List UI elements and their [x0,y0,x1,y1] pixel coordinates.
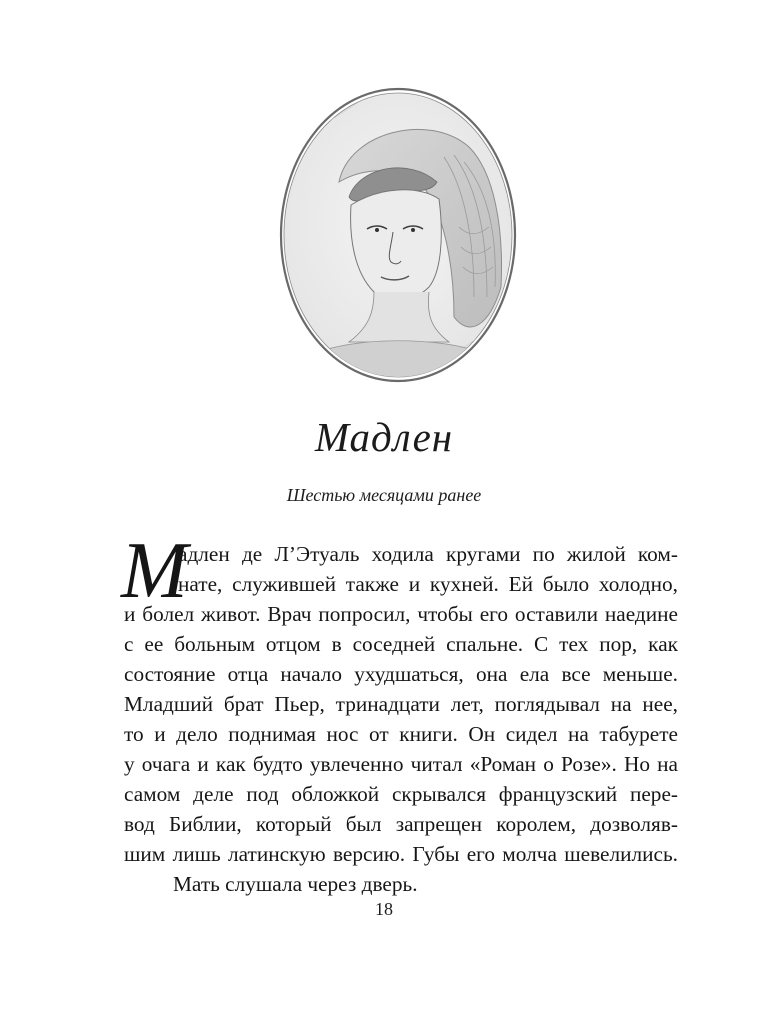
chapter-title: Мадлен [314,414,454,460]
text-line: Мать слушала через дверь. [173,872,418,896]
text-line: шим лишь латинскую версию. Губы его молча шевелились. [124,842,678,866]
drop-cap: М [121,527,188,615]
page-number: 18 [375,899,393,919]
text-line: и болел живот. Врач попросил, чтобы его оставили наедине [124,602,678,626]
text-line: состояние отца начало ухудшаться, она ела все меньше. [124,662,678,686]
text-line: то и дело поднимая нос от книги. Он сидел на табурете [124,722,678,746]
chapter-subtitle: Шестью месяцами ранее [286,485,482,505]
text-line: вод Библии, который был запрещен королем, дозволяв- [124,812,678,836]
portrait-medallion [279,87,517,383]
text-line: адлен де Л’Этуаль ходила кругами по жилой ком- [178,542,678,566]
text-line: самом деле под обложкой скрывался французский пере- [124,782,678,806]
body-paragraph [121,527,678,899]
text-line: у очага и как будто увлеченно читал «Роман о Розе». Но на [124,752,678,776]
text-line: с ее больным отцом в соседней спальне. С тех пор, как [124,632,678,656]
text-line: Младший брат Пьер, тринадцати лет, поглядывал на нее, [124,692,678,716]
text-line: нате, служившей также и кухней. Ей было холодно, [178,572,678,596]
